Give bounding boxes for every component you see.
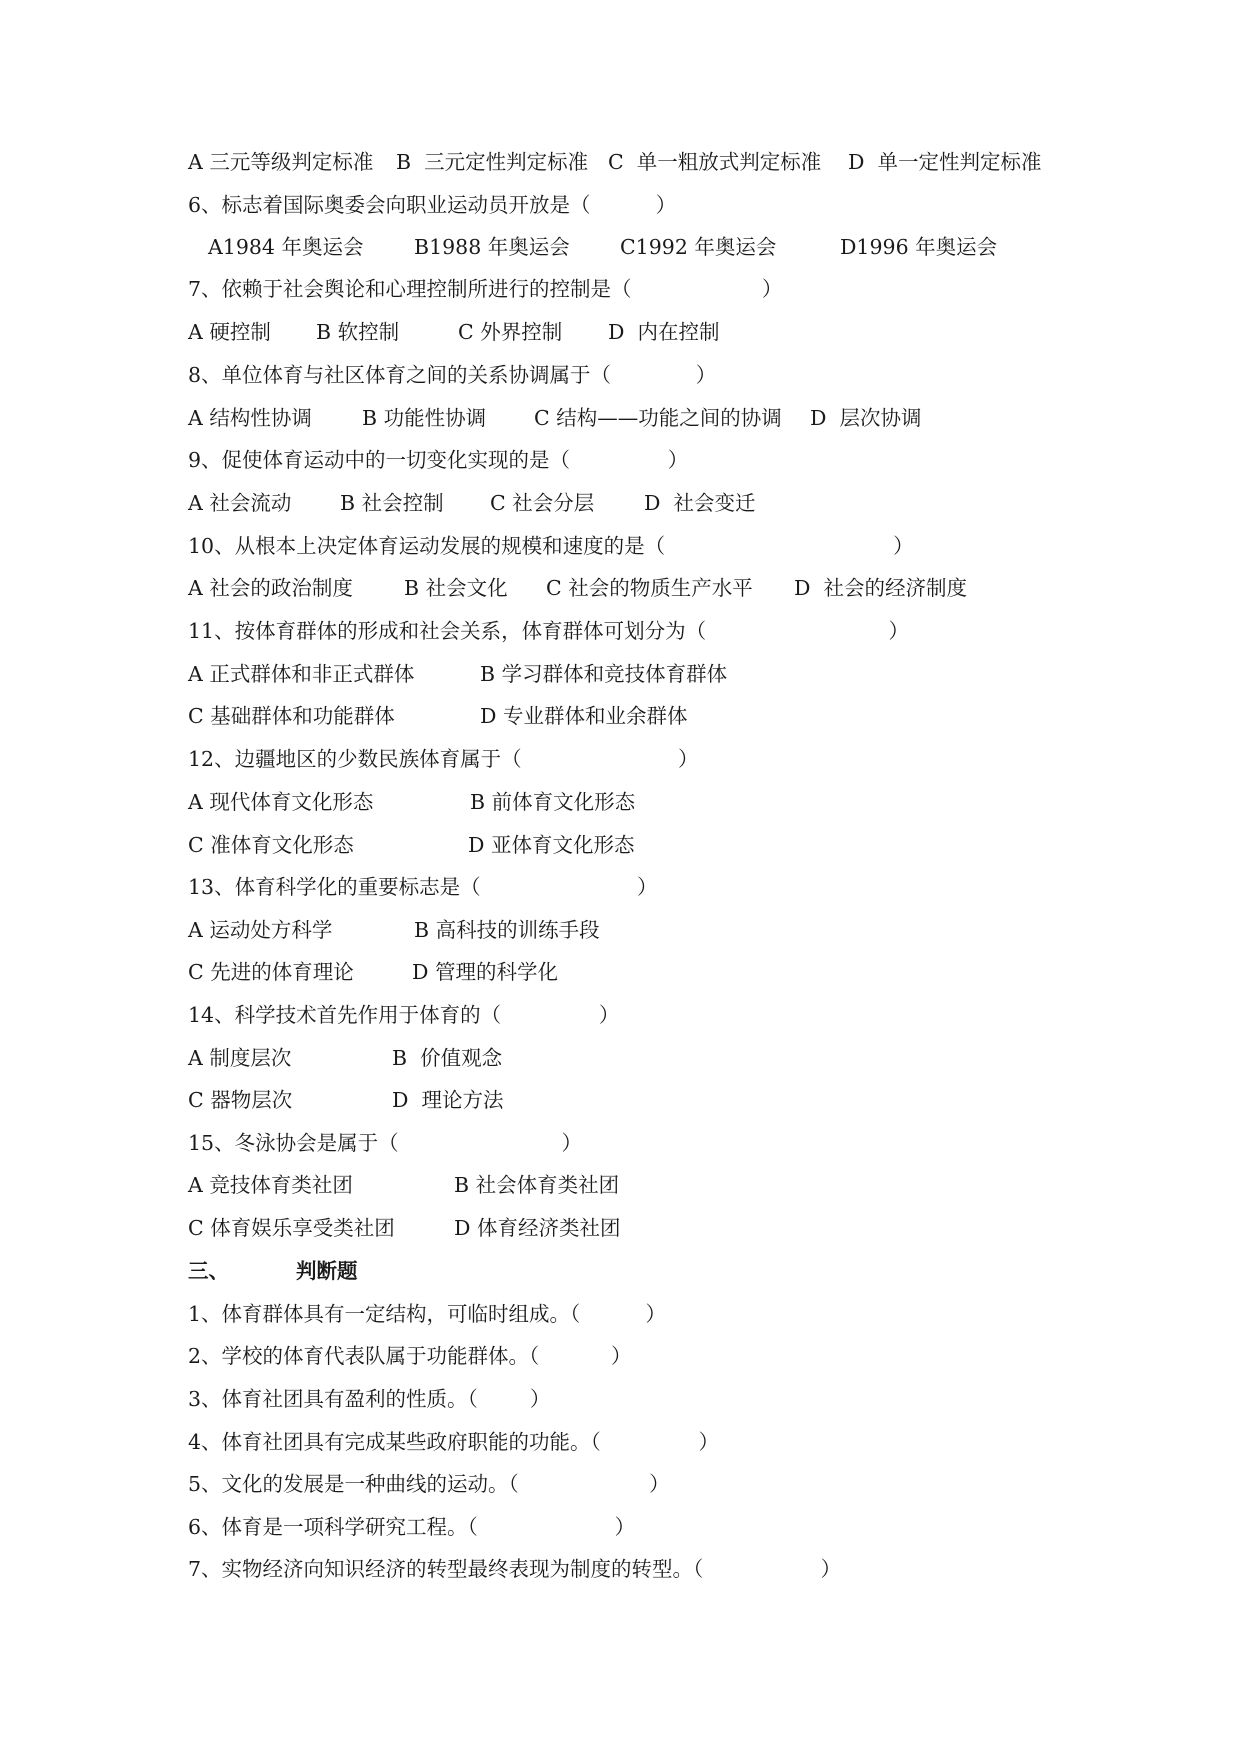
q5-option-b: B 三元定性判定标准 [396,150,589,174]
section-heading [188,1250,358,1292]
q7-option-d: D 内在控制 [608,320,720,344]
q5-options-row [188,141,1042,183]
q11-options-row-1 [188,653,728,695]
q5-option-c: C 单一粗放式判定标准 [608,150,822,174]
question-11: 11、按体育群体的形成和社会关系，体育群体可划分为（ ） [188,619,910,643]
q8-option-a: A 结构性协调 [188,406,312,430]
q11-option-c: C 基础群体和功能群体 [188,704,395,728]
judgment-item-3: 3、体育社团具有盈利的性质。（ ） [188,1387,551,1411]
judgment-item-1: 1、体育群体具有一定结构，可临时组成。（ ） [188,1302,666,1326]
q12-option-a: A 现代体育文化形态 [188,790,374,814]
q14-option-b: B 价值观念 [392,1046,503,1070]
section-title: 判断题 [296,1259,358,1283]
q11-option-b: B 学习群体和竞技体育群体 [480,662,728,686]
q13-option-b: B 高科技的训练手段 [414,918,600,942]
judgment-item-4: 4、体育社团具有完成某些政府职能的功能。（ ） [188,1430,720,1454]
q12-option-b: B 前体育文化形态 [470,790,636,814]
judgment-item-2: 2、学校的体育代表队属于功能群体。（ ） [188,1344,632,1368]
q8-option-d: D 层次协调 [810,406,922,430]
q7-option-a: A 硬控制 [188,320,271,344]
q12-option-c: C 准体育文化形态 [188,833,354,857]
q13-option-d: D 管理的科学化 [412,960,558,984]
q6-options-row [188,226,998,268]
judgment-item-5: 5、文化的发展是一种曲线的运动。（ ） [188,1472,670,1496]
q10-option-c: C 社会的物质生产水平 [546,576,753,600]
q9-option-b: B 社会控制 [340,491,444,515]
q15-options-row-1 [188,1164,620,1206]
judgment-item-7: 7、实物经济向知识经济的转型最终表现为制度的转型。（ ） [188,1557,842,1581]
q14-option-d: D 理论方法 [392,1088,504,1112]
q6-option-d: D1996 年奥运会 [840,235,998,259]
question-6: 6、标志着国际奥委会向职业运动员开放是（ ） [188,193,677,217]
q8-options-row [188,397,922,439]
q15-option-a: A 竞技体育类社团 [188,1173,353,1197]
q6-option-b: B1988 年奥运会 [414,235,570,259]
question-10: 10、从根本上决定体育运动发展的规模和速度的是（ ） [188,534,914,558]
question-7: 7、依赖于社会舆论和心理控制所进行的控制是（ ） [188,277,783,301]
q10-option-b: B 社会文化 [404,576,508,600]
q7-option-c: C 外界控制 [458,320,563,344]
q13-options-row-1 [188,909,600,951]
q9-options-row [188,482,756,524]
question-12: 12、边疆地区的少数民族体育属于（ ） [188,747,699,771]
q12-options-row-1 [188,781,636,823]
question-8: 8、单位体育与社区体育之间的关系协调属于（ ） [188,363,717,387]
q15-option-b: B 社会体育类社团 [454,1173,620,1197]
q15-option-c: C 体育娱乐享受类社团 [188,1216,395,1240]
q8-option-c: C 结构——功能之间的协调 [534,406,782,430]
q8-option-b: B 功能性协调 [362,406,487,430]
q10-option-d: D 社会的经济制度 [794,576,967,600]
q11-option-a: A 正式群体和非正式群体 [188,662,415,686]
q5-option-a: A 三元等级判定标准 [188,150,374,174]
q12-options-row-2 [188,824,635,866]
q6-option-c: C1992 年奥运会 [620,235,777,259]
q15-options-row-2 [188,1207,621,1249]
q6-option-a: A1984 年奥运会 [208,235,364,259]
q9-option-c: C 社会分层 [490,491,595,515]
q15-option-d: D 体育经济类社团 [454,1216,621,1240]
q14-option-a: A 制度层次 [188,1046,292,1070]
q5-option-d: D 单一定性判定标准 [848,150,1042,174]
q11-option-d: D 专业群体和业余群体 [480,704,688,728]
q9-option-d: D 社会变迁 [644,491,756,515]
q12-option-d: D 亚体育文化形态 [468,833,635,857]
question-13: 13、体育科学化的重要标志是（ ） [188,875,658,899]
q14-options-row-1 [188,1037,503,1079]
question-15: 15、冬泳协会是属于（ ） [188,1131,582,1155]
q7-option-b: B 软控制 [316,320,400,344]
q9-option-a: A 社会流动 [188,491,292,515]
q7-options-row [188,311,720,353]
question-14: 14、科学技术首先作用于体育的（ ） [188,1003,620,1027]
q14-options-row-2 [188,1079,504,1121]
q11-options-row-2 [188,695,688,737]
q13-option-a: A 运动处方科学 [188,918,333,942]
q10-option-a: A 社会的政治制度 [188,576,353,600]
section-number: 三、 [188,1259,229,1283]
question-9: 9、促使体育运动中的一切变化实现的是（ ） [188,448,689,472]
q10-options-row [188,567,967,609]
q13-options-row-2 [188,951,558,993]
q13-option-c: C 先进的体育理论 [188,960,354,984]
judgment-item-6: 6、体育是一项科学研究工程。（ ） [188,1515,636,1539]
q14-option-c: C 器物层次 [188,1088,293,1112]
